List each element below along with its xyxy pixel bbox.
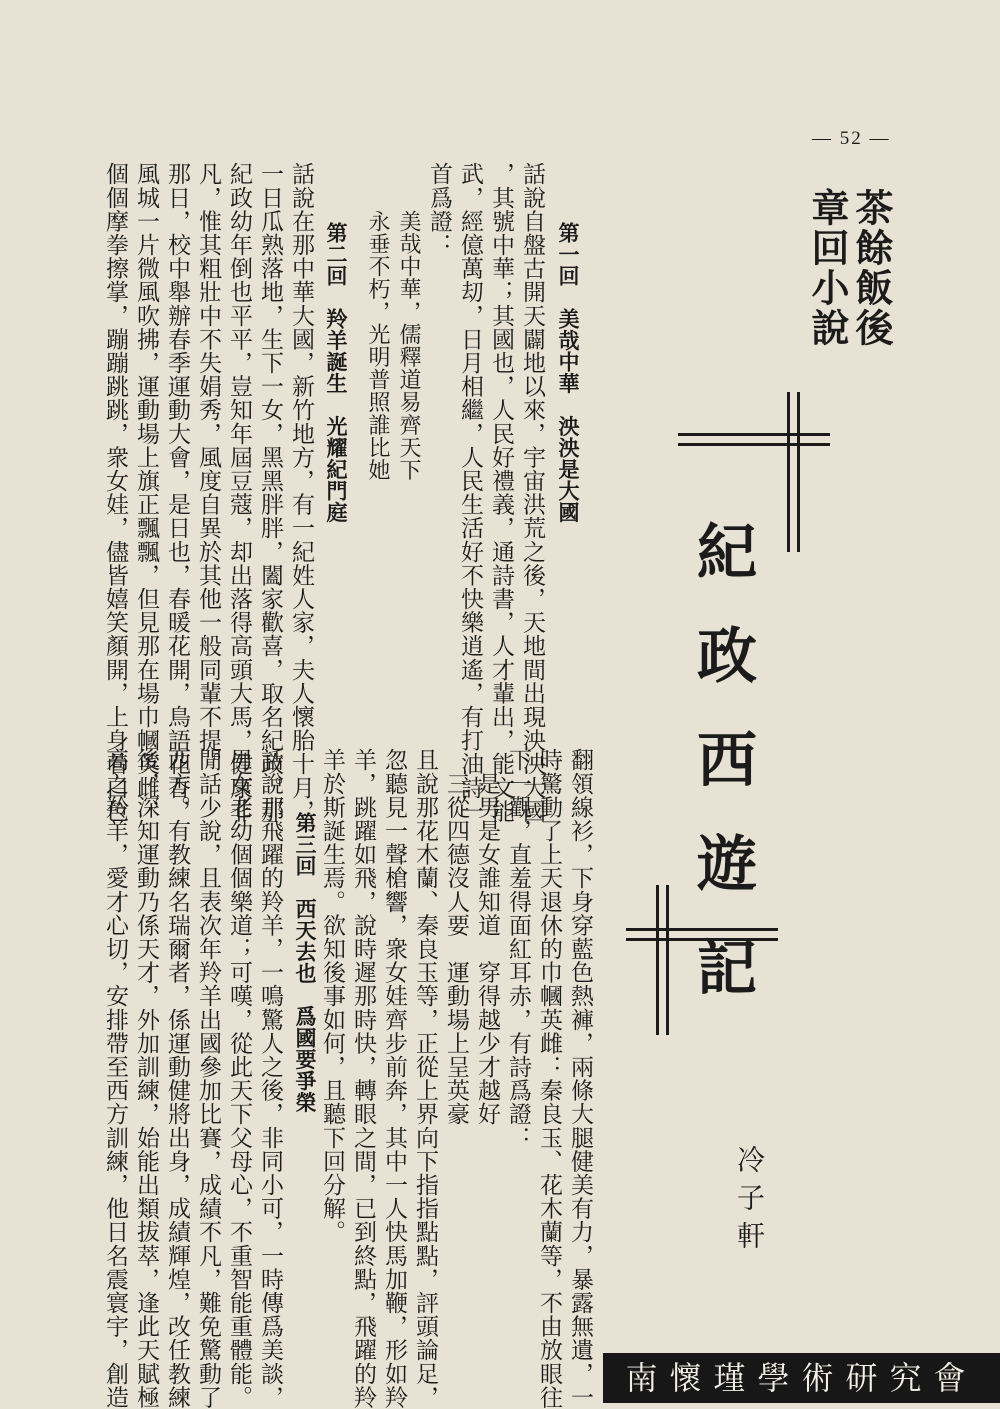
chapter-3-line: 高之羚羊，愛才心切，安排帶至西方訓練，他日名震寰宇，創造	[102, 748, 128, 1409]
chapter-3-line: 男女老幼個個樂道；可嘆，從此天下父母心，不重智能重體能。	[226, 748, 252, 1409]
page-number: — 52 —	[812, 128, 891, 149]
chapter-1-line: 首爲證：	[426, 162, 452, 257]
chapter-2-heading: 第二回 羚羊誕生 光耀紀門庭	[324, 222, 349, 523]
chapter-3-line: 話說那飛躍的羚羊，一鳴驚人之後，非同小可，一時傳爲美談，	[257, 748, 283, 1409]
right-text-line: 羊於斯誕生焉。欲知後事如何，且聽下回分解。	[319, 748, 345, 1244]
chapter-1-poem-line: 美哉中華，儒釋道易齊天下	[396, 210, 421, 482]
poem-line: 是男是女誰知道 穿得越少才越好	[474, 748, 500, 1126]
right-text-line: 且說那花木蘭、秦良玉等，正從上界向下指指點點，評頭論足，	[412, 748, 438, 1409]
main-title: 紀政西遊記	[687, 520, 757, 1040]
chapter-3-line: 西方。有教練名瑞爾者，係運動健將出身，成績輝煌，改任教練	[164, 748, 190, 1409]
right-text-line: 忽聽見一聲槍響，衆女娃齊步前奔，其中一人快馬加鞭，形如羚	[381, 748, 407, 1409]
chapter-2-line: 凡，惟其粗壯中不失娟秀，風度自異於其他一般同輩不提。	[195, 162, 221, 776]
right-text-line: 翻領線衫，下身穿藍色熱褲，兩條大腿健美有力，暴露無遺，一	[567, 748, 593, 1409]
series-line-1: 茶餘飯後	[849, 188, 894, 348]
chapter-3-line: 閒話少說，且表次年羚羊出國參加比賽，成績不凡，難免驚動了	[195, 748, 221, 1409]
author: 冷子軒	[733, 1145, 766, 1259]
series-line-2: 章回小說	[805, 188, 850, 348]
right-text-line: 羊，跳躍如飛，說時遲那時快，轉眼之間，已到終點，飛躍的羚	[350, 748, 376, 1409]
right-text-line: 時驚動了上天退休的巾幗英雌：秦良玉、花木蘭等，不由放眼往	[536, 748, 562, 1409]
chapter-2-line: 個個摩拳擦掌，蹦蹦跳跳，衆女娃，儘皆嬉笑顏開，上身着白色	[102, 162, 128, 823]
chapter-1-poem-line: 永垂不朽，光明普照誰比她	[365, 210, 390, 482]
chapter-2-line: 一日瓜熟落地，生下一女，黑黑胖胖，闔家歡喜，取名紀政。那	[257, 162, 283, 823]
watermark-label: 南懷瑾學術研究會	[603, 1353, 1000, 1403]
chapter-1-line: ，其號中華；其國也，人民好禮義，通詩書，人才輩出，能文能	[488, 162, 514, 823]
chapter-2-line: 紀政幼年倒也平平，豈知年屆豆蔻，却出落得高頭大馬，健康非	[226, 162, 252, 823]
poem-line: 三從四德沒人要 運動場上呈英豪	[443, 748, 469, 1126]
chapter-2-line: 那日，校中舉辦春季運動大會，是日也，春暖花開，鳥語花香，	[164, 162, 190, 823]
right-text-line: 下一觀，直羞得面紅耳赤，有詩爲證：	[505, 748, 531, 1150]
chapter-3-heading: 第三回 西天去也 爲國要爭榮	[293, 812, 318, 1113]
chapter-1-line: 話說自盤古開天闢地以來，宇宙洪荒之後，天地間出現泱泱大國	[519, 162, 545, 823]
chapter-3-line: 後，深知運動乃係天才，外加訓練，始能出類拔萃，逢此天賦極	[133, 748, 159, 1409]
chapter-1-heading: 第一回 美哉中華 泱泱是大國	[556, 222, 581, 523]
chapter-2-line: 話說在那中華大國，新竹地方，有一紀姓人家，夫人懷胎十月，	[288, 162, 314, 823]
chapter-2-line: 風城一片微風吹拂，運動場上旗正飄飄，但見那在場巾幗英雌，	[133, 162, 159, 823]
chapter-1-line: 武，經億萬刧，日月相繼，人民生活好不快樂逍遙，有打油詩一	[457, 162, 483, 823]
